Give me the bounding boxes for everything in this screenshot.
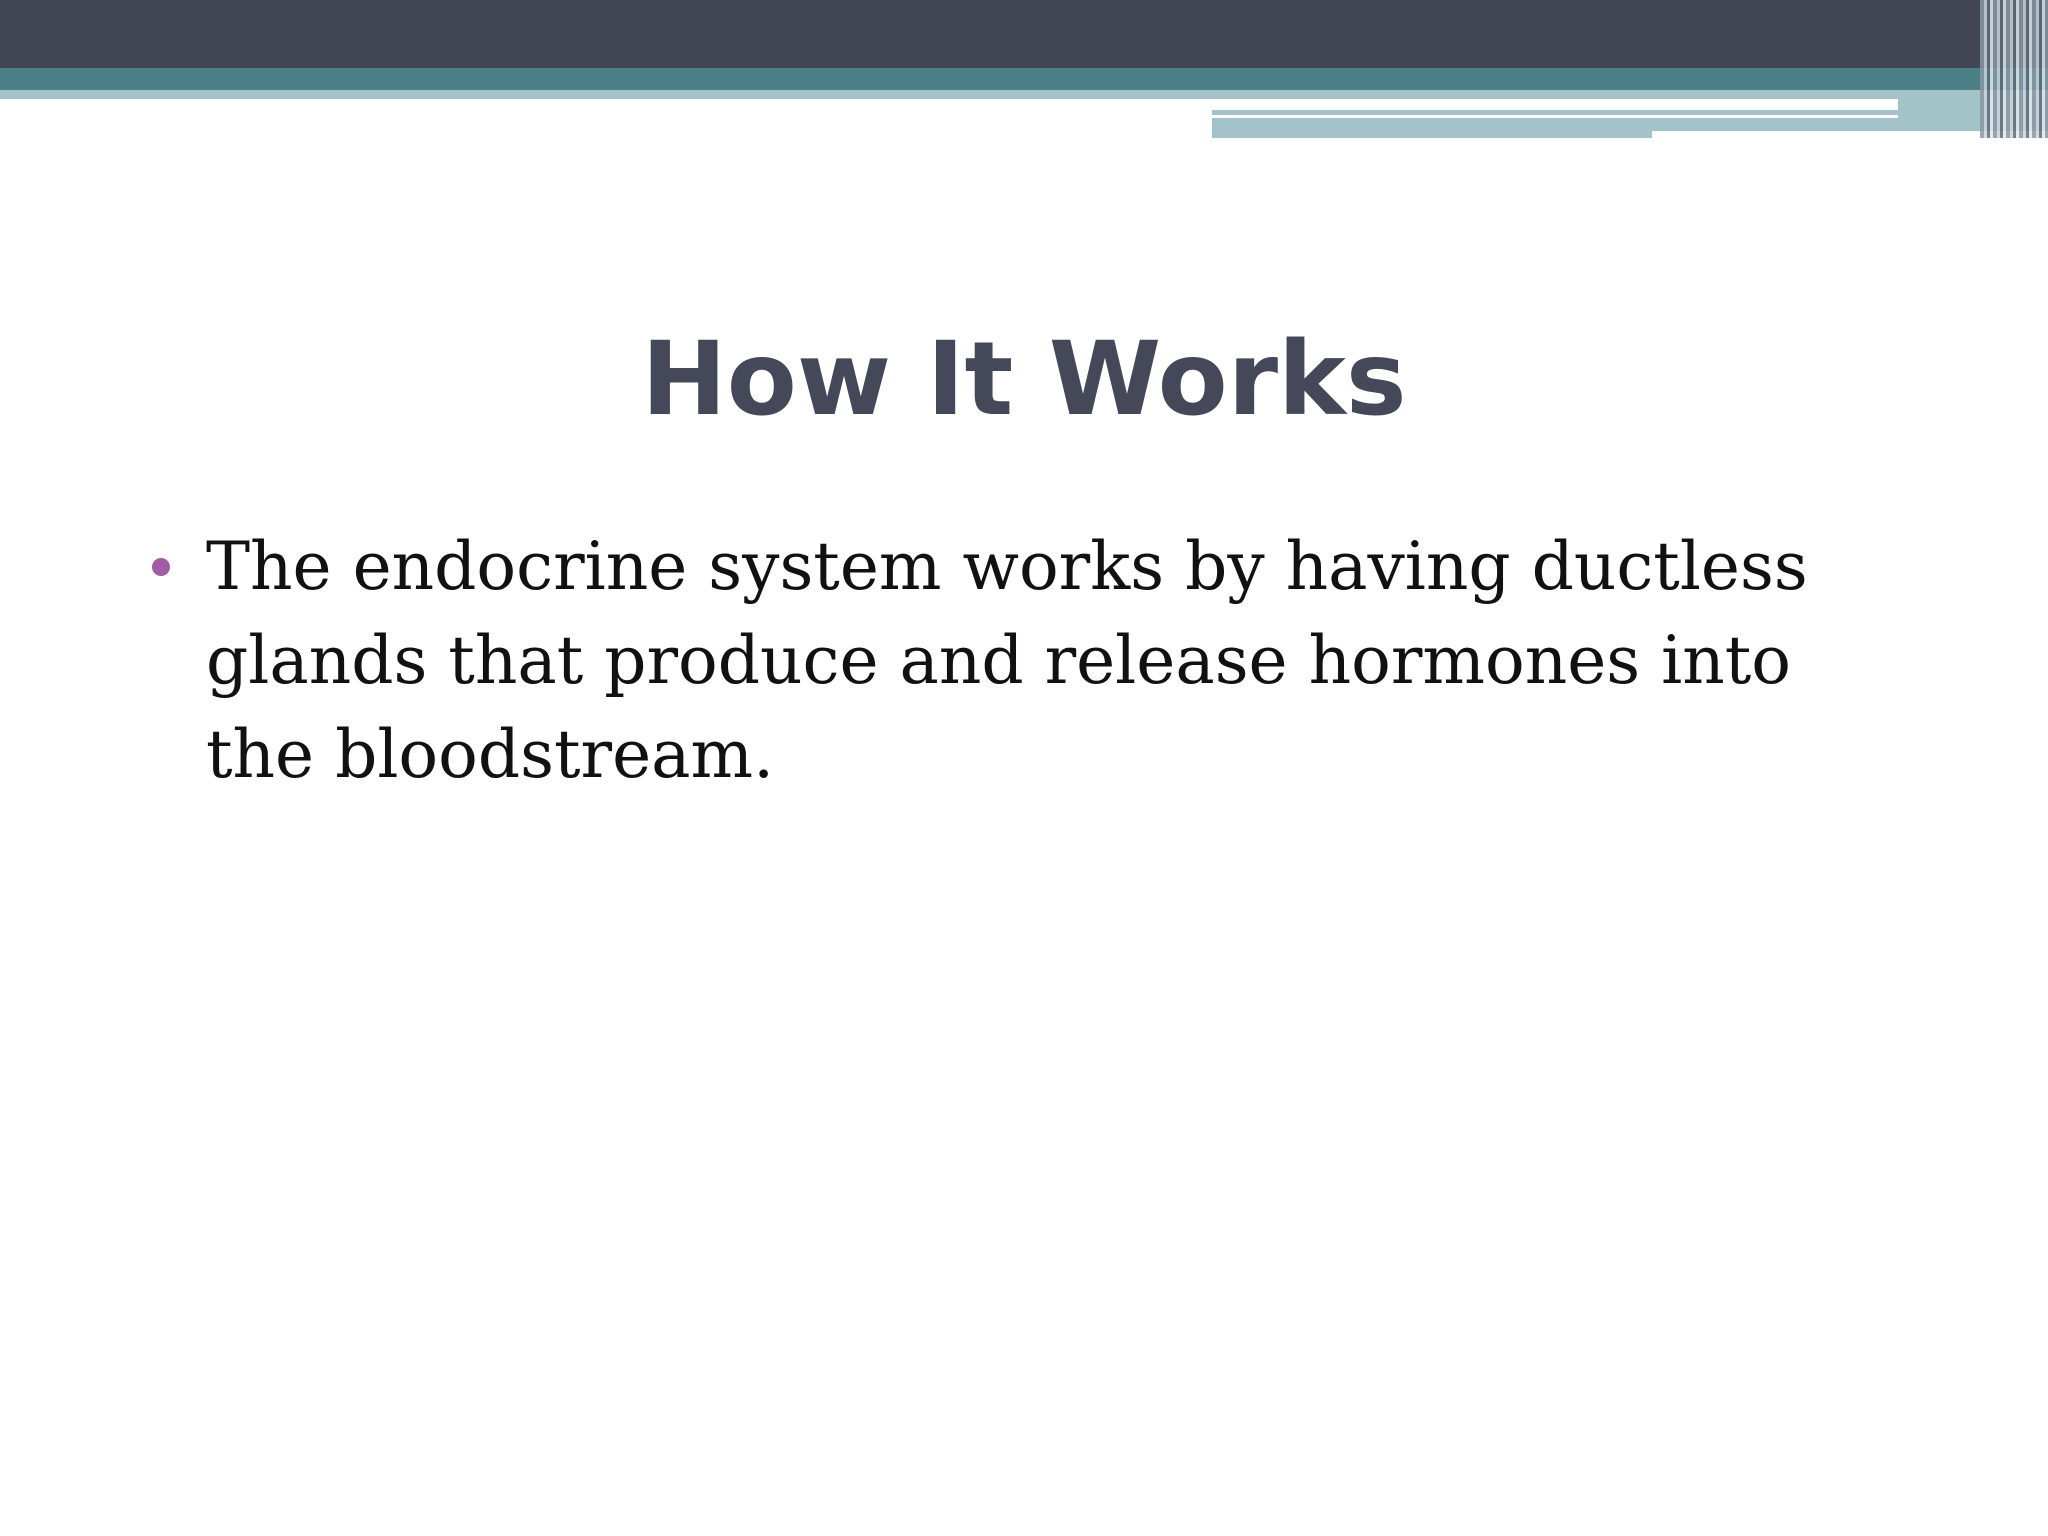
bullet-text: The endocrine system works by having ductless glands that produce and release hormones into the bloodstream. xyxy=(206,528,1808,793)
slide-title: How It Works xyxy=(641,320,1407,439)
header-teal-band xyxy=(0,68,2048,90)
bullet-list xyxy=(148,520,1908,802)
bullet-dot-icon xyxy=(152,558,170,576)
header-white-stripe-thin xyxy=(1212,115,1898,118)
bullet-item xyxy=(148,520,1908,802)
header-dark-band xyxy=(0,0,2048,68)
header-white-stripe xyxy=(1212,99,1898,110)
header-vertical-stripes xyxy=(1980,0,2048,138)
header-light-band-left xyxy=(0,90,1212,99)
